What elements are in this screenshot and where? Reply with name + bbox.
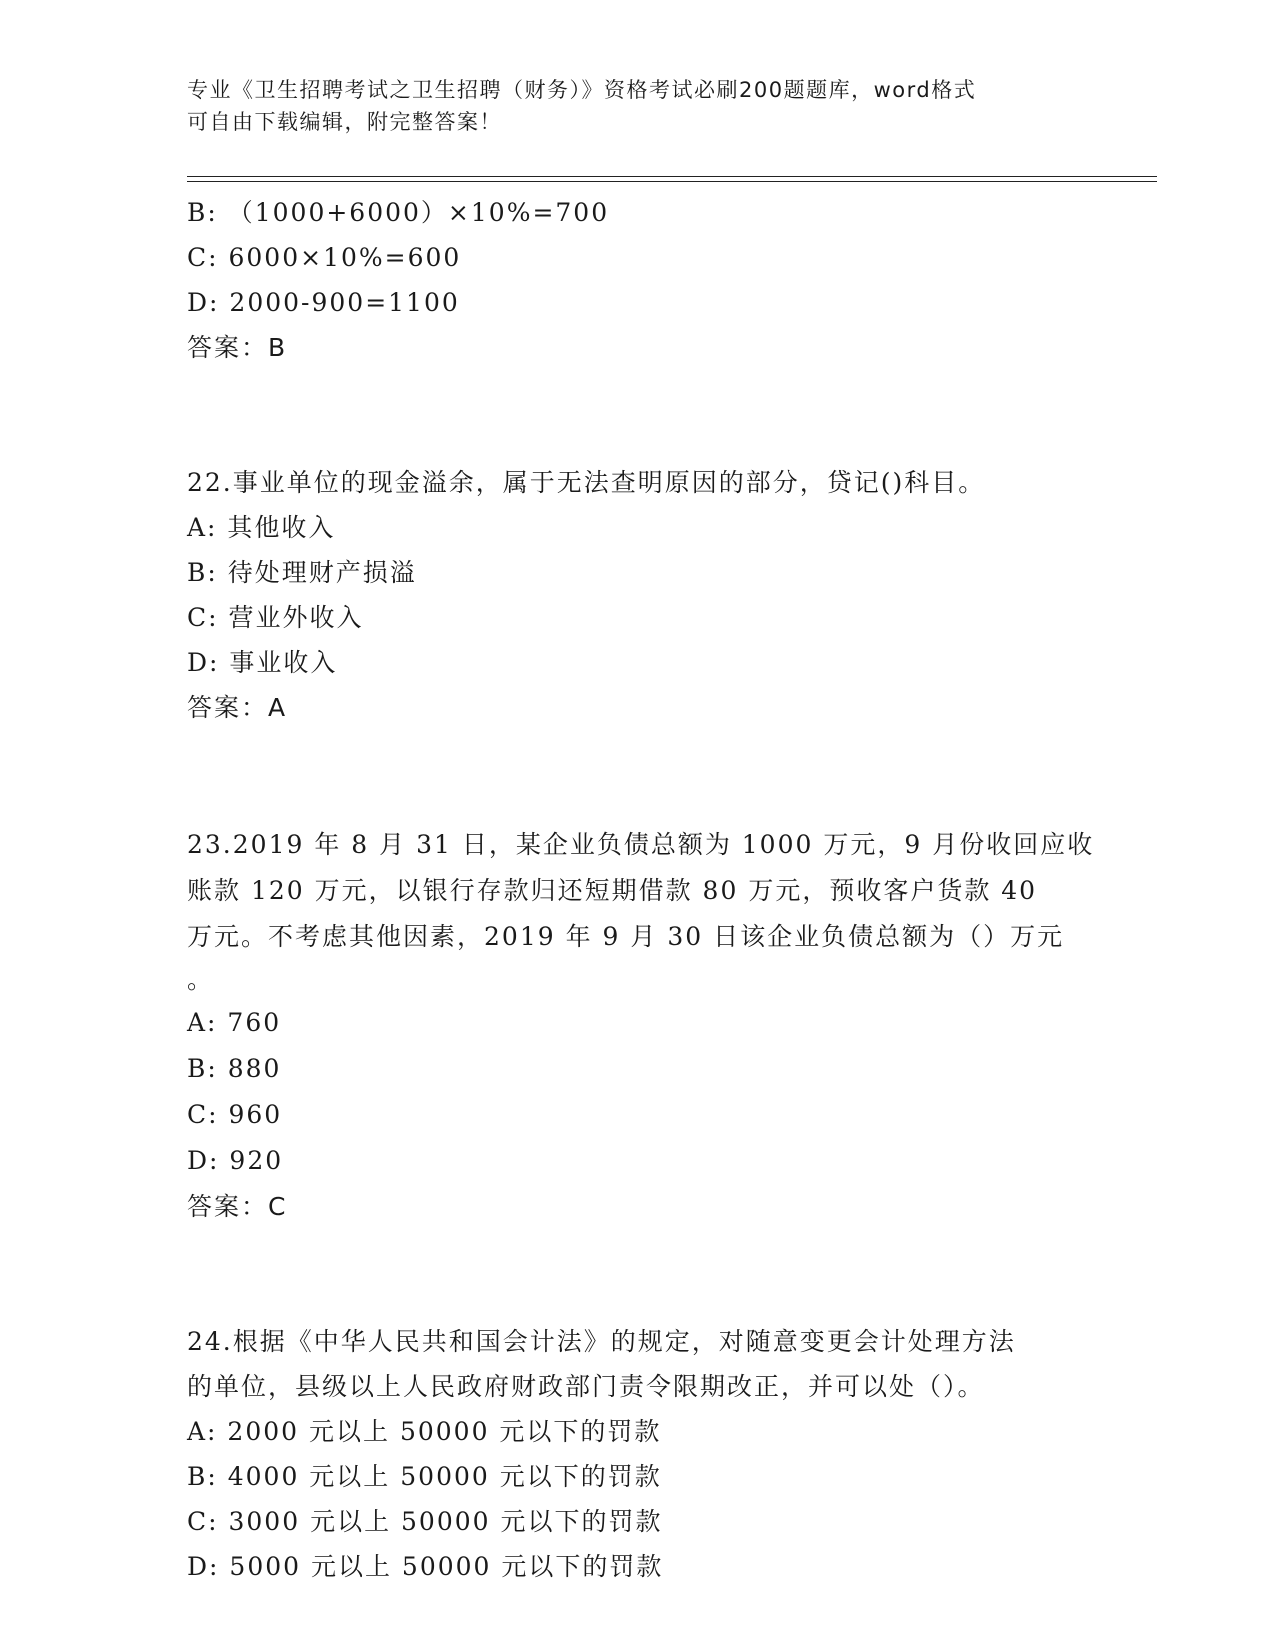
- option-c: C: 3000 元以上 50000 元以下的罚款: [187, 1507, 663, 1536]
- header-divider-top: [187, 176, 1157, 177]
- option-b: B: 待处理财产损溢: [187, 558, 417, 587]
- question-23: [187, 822, 1095, 1229]
- option-d: D: 5000 元以上 50000 元以下的罚款: [187, 1552, 664, 1581]
- option-a: A: 760: [187, 1008, 282, 1037]
- page-header: [187, 74, 1087, 138]
- question-stem-line: 24.根据《中华人民共和国会计法》的规定，对随意变更会计处理方法: [187, 1327, 1016, 1356]
- question-22: [187, 460, 1087, 730]
- option-d: D: 事业收入: [187, 648, 338, 677]
- question-stem-line: 万元。不考虑其他因素，2019 年 9 月 30 日该企业负债总额为（）万元: [187, 922, 1065, 951]
- question-stem: 22.事业单位的现金溢余，属于无法查明原因的部分，贷记()科目。: [187, 468, 986, 497]
- answer-text: 答案：A: [187, 693, 288, 722]
- option-c: C: 6000×10%=600: [187, 243, 462, 272]
- question-24: [187, 1319, 1087, 1589]
- header-line-2: 可自由下载编辑，附完整答案！: [187, 110, 502, 134]
- option-c: C: 960: [187, 1100, 283, 1129]
- question-stem-line: 账款 120 万元，以银行存款归还短期借款 80 万元，预收客户货款 40: [187, 876, 1038, 905]
- answer-text: 答案：B: [187, 333, 288, 362]
- option-c: C: 营业外收入: [187, 603, 364, 632]
- option-b: B: 880: [187, 1054, 282, 1083]
- question-content: [187, 190, 1095, 1589]
- option-d: D: 920: [187, 1146, 284, 1175]
- question-stem-line: 的单位，县级以上人民政府财政部门责令限期改正，并可以处（）。: [187, 1372, 985, 1401]
- option-b: B: 4000 元以上 50000 元以下的罚款: [187, 1462, 662, 1491]
- header-line-1: 专业《卫生招聘考试之卫生招聘（财务）》资格考试必刷200题题库，word格式: [187, 78, 977, 102]
- question-21-tail: [187, 190, 1087, 370]
- option-a: A: 2000 元以上 50000 元以下的罚款: [187, 1417, 662, 1446]
- question-stem-line: 。: [187, 965, 215, 994]
- option-b: B: （1000+6000）×10%=700: [187, 198, 610, 227]
- header-divider-bottom: [187, 181, 1157, 182]
- option-d: D: 2000-900=1100: [187, 288, 460, 317]
- question-stem-line: 23.2019 年 8 月 31 日，某企业负债总额为 1000 万元，9 月份收回应收: [187, 830, 1095, 859]
- answer-text: 答案：C: [187, 1192, 288, 1221]
- option-a: A: 其他收入: [187, 513, 336, 542]
